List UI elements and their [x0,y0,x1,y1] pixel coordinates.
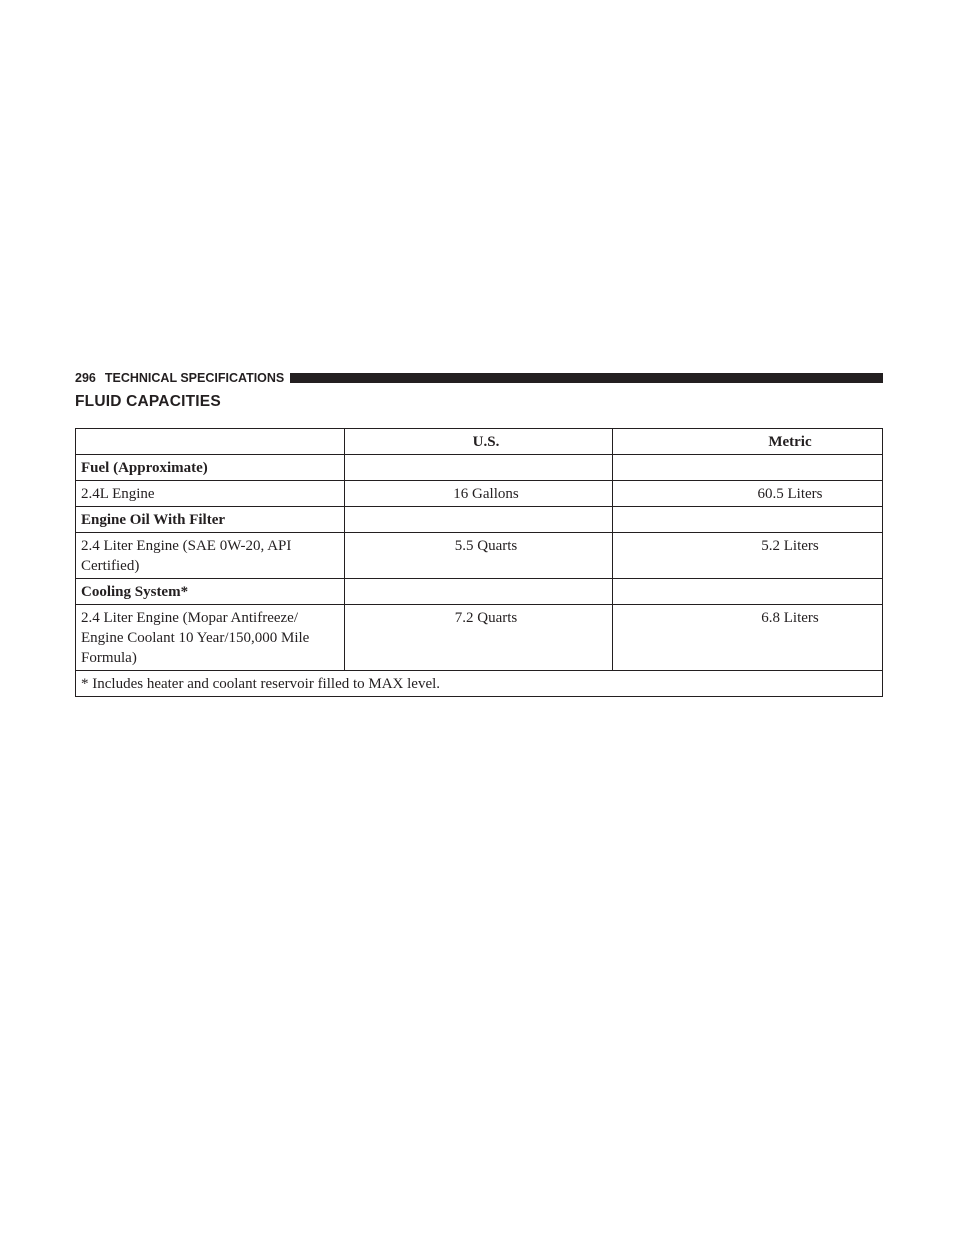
fluid-capacities-table [75,428,883,697]
row-us-value [345,579,613,605]
row-label: Fuel (Approximate) [76,455,345,481]
table-footnote: * Includes heater and coolant reservoir filled to MAX level. [76,671,883,697]
table-row [76,507,883,533]
table-row [76,481,883,507]
row-metric-value [613,455,883,481]
table-row [76,533,883,579]
table-row [76,579,883,605]
row-metric-value: 5.2 Liters [613,533,883,579]
row-us-value: 16 Gallons [345,481,613,507]
column-header-metric: Metric [613,429,883,455]
table-header-row [76,429,883,455]
row-metric-value: 60.5 Liters [613,481,883,507]
row-us-value: 5.5 Quarts [345,533,613,579]
table-row [76,455,883,481]
table-footnote-row [76,671,883,697]
row-us-value [345,455,613,481]
row-label: Cooling System* [76,579,345,605]
row-label: 2.4 Liter Engine (SAE 0W-20, API Certified) [76,533,345,579]
row-metric-value [613,579,883,605]
page-number: 296 [75,371,96,385]
column-header-item [76,429,345,455]
column-header-us: U.S. [345,429,613,455]
row-us-value: 7.2 Quarts [345,605,613,671]
table-row [76,605,883,671]
row-metric-value [613,507,883,533]
page-title: FLUID CAPACITIES [75,393,221,410]
section-name: TECHNICAL SPECIFICATIONS [104,371,285,385]
row-label: 2.4 Liter Engine (Mopar Antifreeze/ Engine Coolant 10 Year/150,000 Mile Formula) [76,605,345,671]
row-metric-value: 6.8 Liters [613,605,883,671]
header-rule [290,373,883,383]
row-label: Engine Oil With Filter [76,507,345,533]
row-label: 2.4L Engine [76,481,345,507]
row-us-value [345,507,613,533]
running-header [75,370,883,386]
